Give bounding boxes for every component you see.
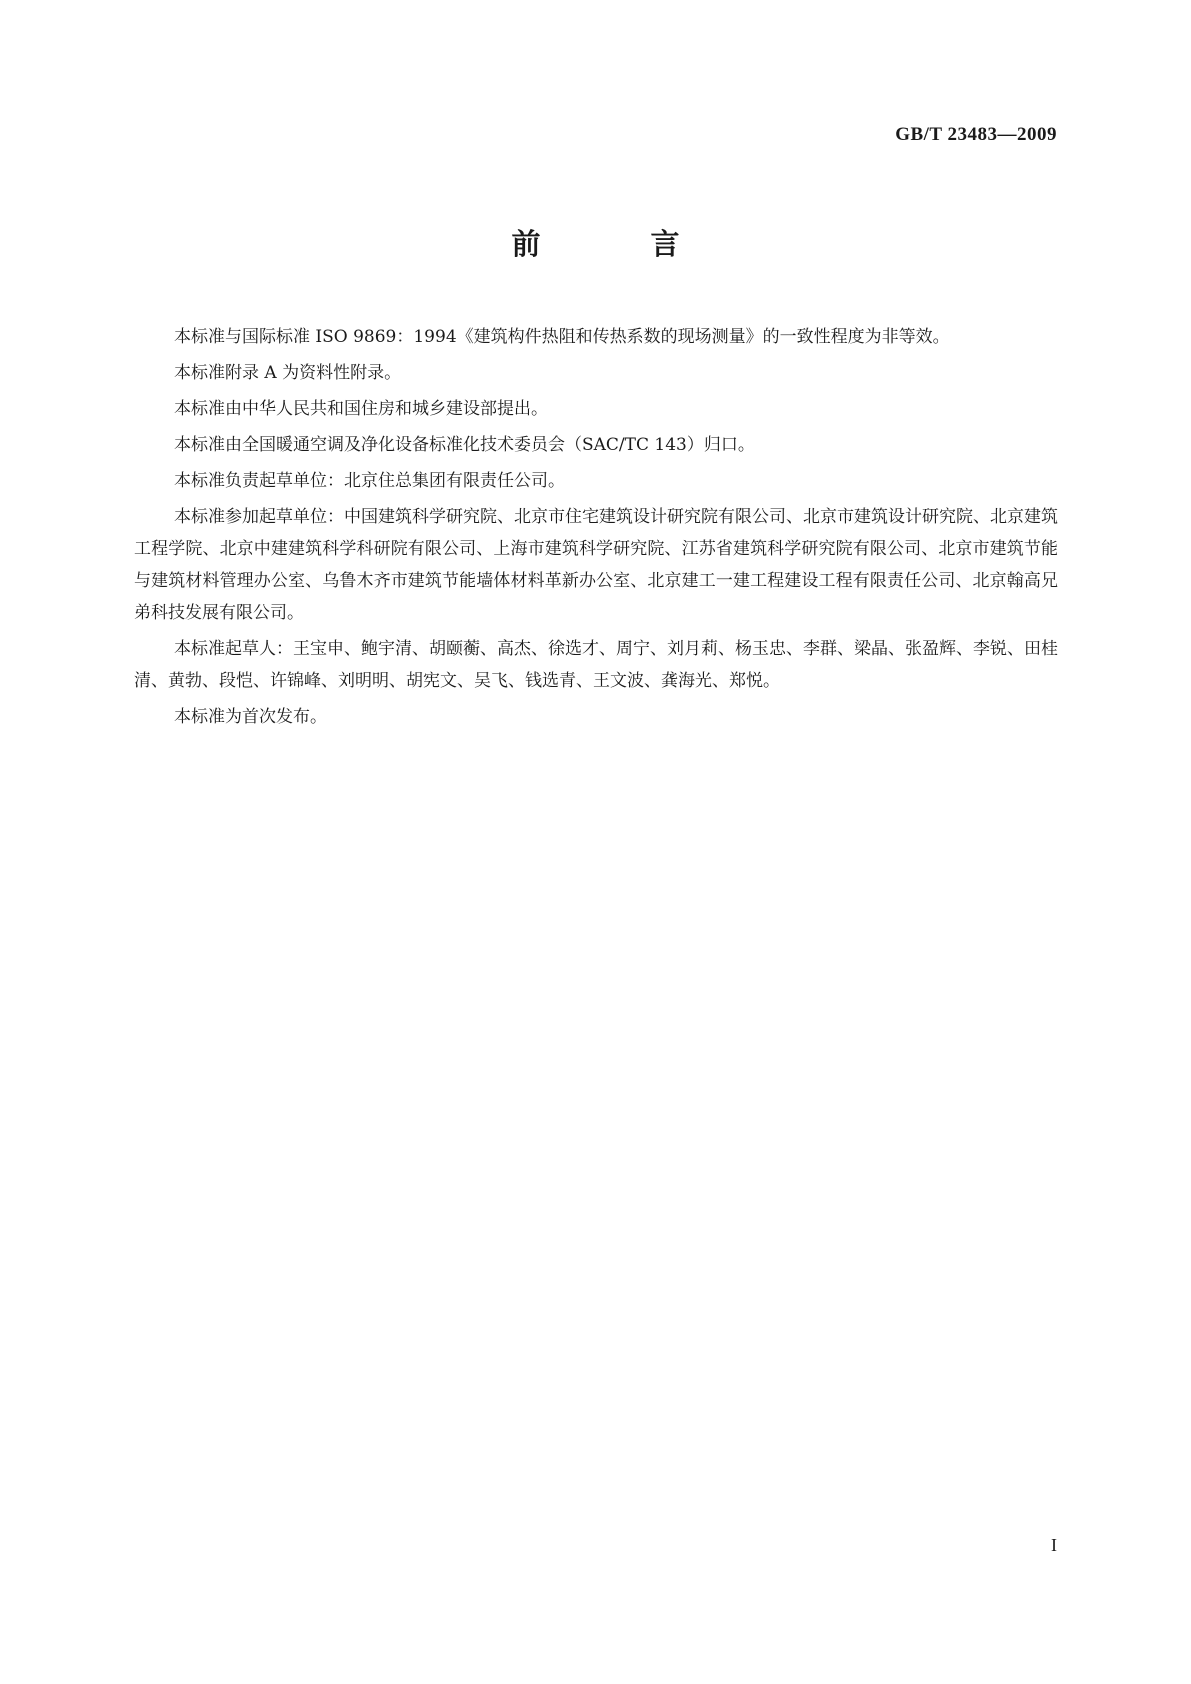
standard-code: GB/T 23483—2009 — [895, 124, 1057, 145]
page-title: 前 言 — [511, 227, 730, 261]
paragraph-lead-drafter: 本标准负责起草单位：北京住总集团有限责任公司。 — [174, 471, 565, 491]
paragraph-committee: 本标准由全国暖通空调及净化设备标准化技术委员会（SAC/TC 143）归口。 — [174, 435, 755, 455]
paragraph-participating-units: 本标准参加起草单位：中国建筑科学研究院、北京市住宅建筑设计研究院有限公司、北京市建筑设计研究院、北京建筑工程学院、北京中建建筑科学科研院有限公司、上海市建筑科学研究院、江苏省建筑科学研究院有限公司、北京市建筑节能与建筑材料管理办公室、乌鲁木齐市建筑节能墙体材料革新办公室、北京建工一建工程建设工程有限责任公司、北京翰高兄弟科技发展有限公司。 — [134, 507, 1058, 623]
paragraph-proposer: 本标准由中华人民共和国住房和城乡建设部提出。 — [174, 399, 548, 419]
paragraph-equivalence: 本标准与国际标准 ISO 9869：1994《建筑构件热阻和传热系数的现场测量》的一致性程度为非等效。 — [174, 327, 950, 347]
paragraph-appendix: 本标准附录 A 为资料性附录。 — [174, 363, 402, 383]
paragraph-drafters: 本标准起草人：王宝申、鲍宇清、胡颐蘅、高杰、徐选才、周宁、刘月莉、杨玉忠、李群、梁晶、张盈辉、李锐、田桂清、黄勃、段恺、许锦峰、刘明明、胡宪文、吴飞、钱选青、王文波、龚海光、郑悦。 — [134, 639, 1058, 691]
paragraph-first-release: 本标准为首次发布。 — [174, 707, 327, 727]
page-number: I — [1051, 1535, 1057, 1555]
foreword-body — [134, 321, 1058, 737]
